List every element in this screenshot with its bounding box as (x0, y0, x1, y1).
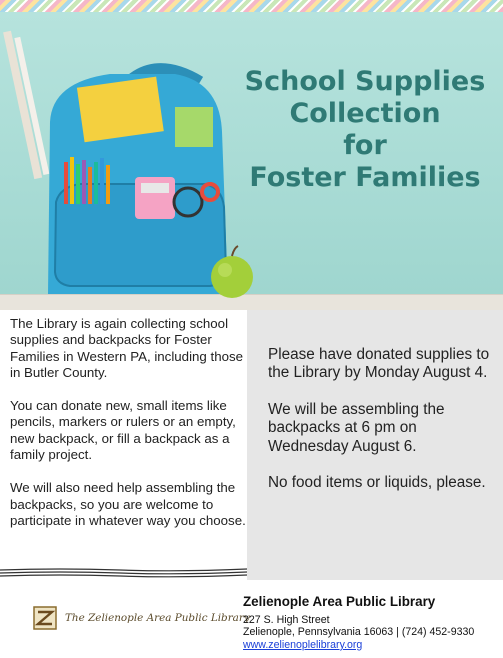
right-paragraph-3: No food items or liquids, please. (268, 474, 486, 492)
footer-org-name: Zelienople Area Public Library (243, 594, 436, 609)
footer-address-line-2: Zelienople, Pennsylvania 16063 | (724) 452-9330 (243, 626, 475, 639)
title-line-4: Foster Families (249, 162, 481, 193)
decorative-stripe-border (0, 0, 503, 12)
footer-address-line-1: 227 S. High Street (243, 614, 330, 626)
poster-title (240, 66, 490, 194)
hero-image (0, 12, 503, 310)
title-line-2: Collection (289, 98, 441, 129)
left-text-block (10, 316, 246, 546)
left-paragraph-3: We will also need help assembling the backpacks, so you are welcome to participate in whatever way you choose. (10, 480, 246, 528)
footer-website-link[interactable]: www.zelienoplelibrary.org (243, 638, 363, 651)
left-paragraph-2: You can donate new, small items like pencils, markers or rulers or an empty, new backpack, or fill a backpack as a family project. (10, 398, 236, 463)
title-line-1: School Supplies (244, 66, 486, 97)
library-logo (33, 606, 250, 632)
left-info-panel (0, 310, 247, 572)
right-text-block (268, 346, 496, 510)
right-paragraph-2: We will be assembling the backpacks at 6 pm on Wednesday August 6. (268, 400, 445, 455)
library-logo-text: The Zelienople Area Public Library (65, 612, 250, 624)
footer-contact (243, 594, 493, 651)
decorative-line-divider (0, 566, 247, 580)
left-paragraph-1: The Library is again collecting school supplies and backpacks for Foster Families in Western PA, including those in Butler County. (10, 316, 244, 380)
library-logo-icon (33, 606, 57, 630)
title-line-3: for (343, 130, 387, 161)
right-paragraph-1: Please have donated supplies to the Library by Monday August 4. (268, 346, 490, 382)
right-info-panel (247, 310, 503, 580)
